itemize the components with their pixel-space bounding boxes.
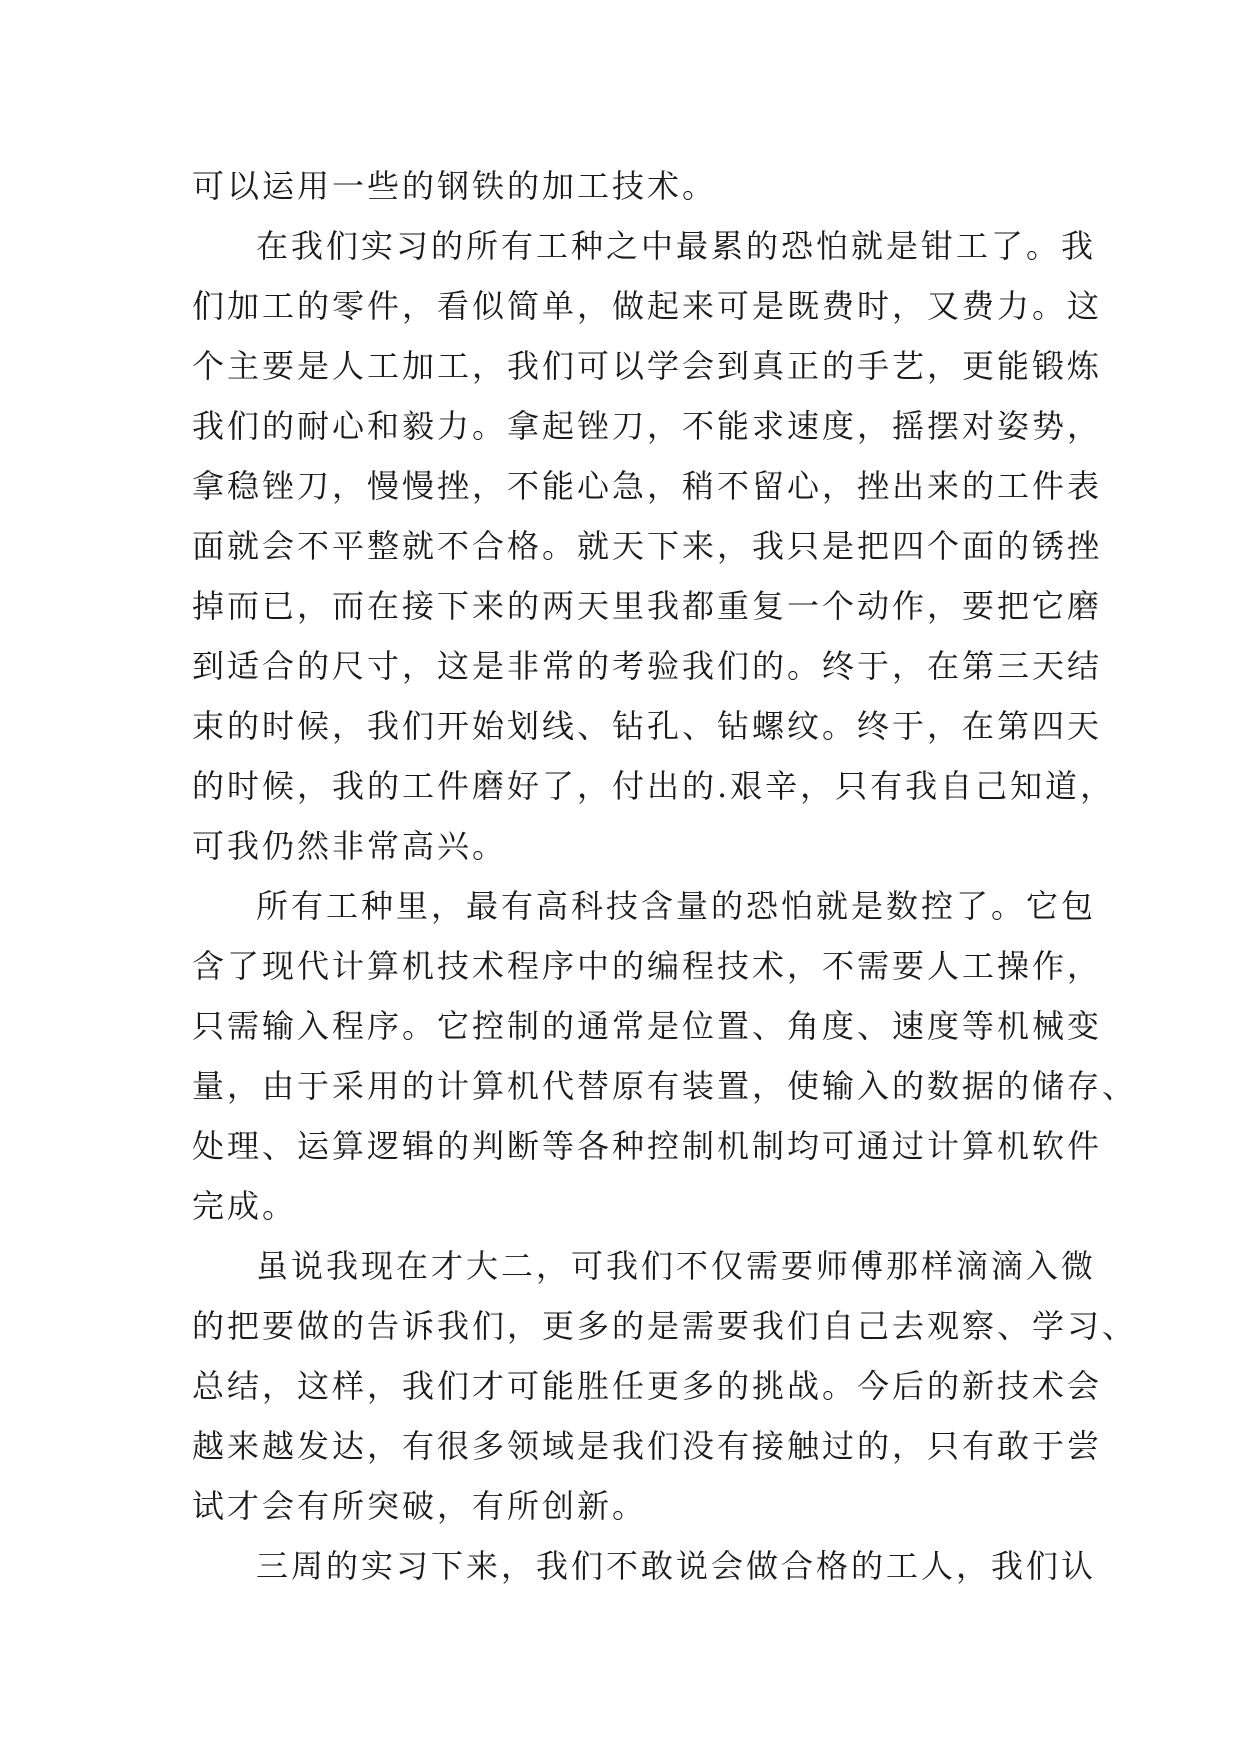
- text-line: 的把要做的告诉我们，更多的是需要我们自己去观察、学习、: [192, 1307, 1138, 1345]
- text-line: 我们的耐心和毅力。拿起锉刀，不能求速度，摇摆对姿势，: [192, 407, 1103, 445]
- text-line: 在我们实习的所有工种之中最累的恐怕就是钳工了。我: [256, 227, 1097, 265]
- text-line: 越来越发达，有很多领域是我们没有接触过的，只有敢于尝: [192, 1427, 1103, 1465]
- text-line: 处理、运算逻辑的判断等各种控制机制均可通过计算机软件: [192, 1127, 1103, 1165]
- text-line: 个主要是人工加工，我们可以学会到真正的手艺，更能锻炼: [192, 347, 1103, 385]
- body-text: [192, 156, 1138, 1596]
- text-line: 量，由于采用的计算机代替原有装置，使输入的数据的储存、: [192, 1067, 1138, 1105]
- text-line: 完成。: [192, 1187, 298, 1225]
- text-line: 只需输入程序。它控制的通常是位置、角度、速度等机械变: [192, 1007, 1103, 1045]
- text-line: 三周的实习下来，我们不敢说会做合格的工人，我们认: [256, 1547, 1097, 1585]
- text-line: 拿稳锉刀，慢慢挫，不能心急，稍不留心，挫出来的工件表: [192, 467, 1103, 505]
- text-line: 总结，这样，我们才可能胜任更多的挑战。今后的新技术会: [192, 1367, 1103, 1405]
- text-line: 到适合的尺寸，这是非常的考验我们的。终于，在第三天结: [192, 647, 1103, 685]
- text-line: 可以运用一些的钢铁的加工技术。: [192, 167, 718, 205]
- text-line: 含了现代计算机技术程序中的编程技术，不需要人工操作，: [192, 947, 1103, 985]
- text-line: 们加工的零件，看似简单，做起来可是既费时，又费力。这: [192, 287, 1103, 325]
- text-line: 虽说我现在才大二，可我们不仅需要师傅那样滴滴入微: [256, 1247, 1097, 1285]
- text-line: 的时候，我的工件磨好了，付出的.艰辛，只有我自己知道，: [192, 767, 1116, 805]
- text-line: 束的时候，我们开始划线、钻孔、钻螺纹。终于，在第四天: [192, 707, 1103, 745]
- text-line: 试才会有所突破，有所创新。: [192, 1487, 648, 1525]
- text-line: 面就会不平整就不合格。就天下来，我只是把四个面的锈挫: [192, 527, 1103, 565]
- text-line: 所有工种里，最有高科技含量的恐怕就是数控了。它包: [256, 887, 1097, 925]
- text-line: 可我仍然非常高兴。: [192, 827, 508, 865]
- text-line: 掉而已，而在接下来的两天里我都重复一个动作，要把它磨: [192, 587, 1103, 625]
